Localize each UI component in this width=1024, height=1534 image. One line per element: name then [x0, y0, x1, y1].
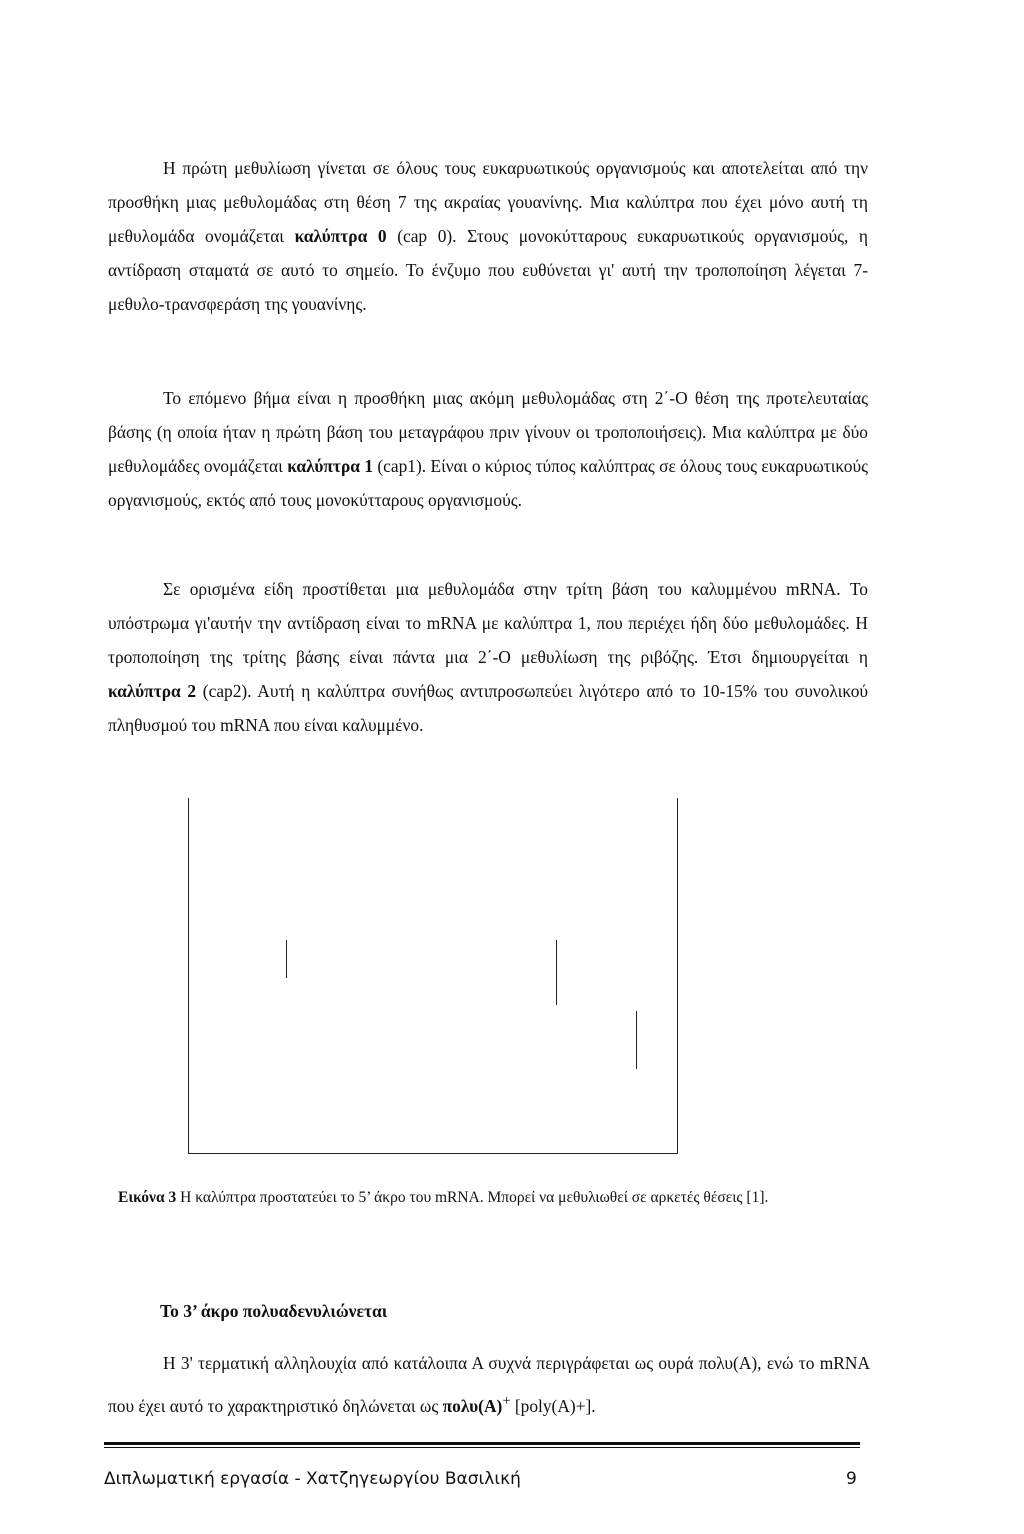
paragraph-text: Σε ορισμένα είδη προστίθεται μια μεθυλομάδα στην τρίτη βάση του καλυμμένου mRNA. Το υπόστρωμα γι'αυτήν την αντίδραση είναι το mRNA με καλύπτρα 1, που περιέχει ήδη δύο μεθυλομάδες. Η τροποποίηση της τρίτης βάσης είναι πάντα μια 2΄-O μεθυλίωση της ριβόζης. Έτσι δημιουργείται η [108, 579, 868, 667]
paragraph-text: Η 3' τερματική αλληλουχία από κατάλοιπα Α συχνά περιγράφεται ως ουρά πολυ(Α), ενώ το mRNA που έχει αυτό το χαρακτηριστικό δηλώνεται ως [108, 1353, 870, 1416]
paragraph-cap0 [108, 151, 868, 321]
term-cap2: καλύπτρα 2 [108, 681, 197, 701]
paragraph-polyA [108, 1344, 870, 1425]
paragraph-text: [poly(A)+]. [510, 1395, 596, 1416]
page-number: 9 [846, 1469, 857, 1489]
term-polyA: πολυ(Α) [442, 1395, 503, 1416]
figure-frame [188, 798, 678, 1154]
paragraph-text: Η πρώτη μεθυλίωση γίνεται σε όλους τους ευκαρυωτικούς οργανισμούς και αποτελείται από την προσθήκη μιας μεθυλομάδας στη θέση 7 της ακραίας γουανίνης. Μια καλύπτρα που έχει μόνο αυτή τη μεθυλομάδα ονομάζεται [108, 158, 868, 246]
paragraph-cap1 [108, 381, 868, 517]
caption-text: Η καλύπτρα προστατεύει το 5’ άκρο του mRNA. Μπορεί να μεθυλιωθεί σε αρκετές θέσεις [1]. [176, 1189, 769, 1206]
paragraph-text: (cap1). Είναι ο κύριος τύπος καλύπτρας σε όλους τους ευκαρυωτικούς οργανισμούς, εκτός από τους μονοκύτταρους οργανισμούς. [108, 456, 869, 510]
superscript-plus: + [502, 1393, 511, 1409]
paragraph-text: Το επόμενο βήμα είναι η προσθήκη μιας ακόμη μεθυλομάδας στη 2΄-O θέση της προτελευταίας βάσης (η οποία ήταν η πρώτη βάση του μεταγράφου πριν γίνουν οι τροποποιήσεις). Μια καλύπτρα με δύο μεθυλομάδες ονομάζεται [108, 388, 868, 476]
section-title: Το 3’ άκρο πολυαδενυλιώνεται [160, 1301, 388, 1321]
figure-line [286, 940, 287, 978]
caption-label: Εικόνα 3 [118, 1189, 177, 1206]
paragraph-text: (cap2). Αυτή η καλύπτρα συνήθως αντιπροσωπεύει λιγότερο από το 10-15% του συνολικού πληθυσμού του mRNA που είναι καλυμμένο. [108, 681, 869, 735]
footer-title: Διπλωματική εργασία - Χατζηγεωργίου Βασιλική [104, 1469, 521, 1489]
term-cap1: καλύπτρα 1 [287, 456, 374, 476]
footer-rule-thin [104, 1447, 860, 1448]
footer-rule-thick [104, 1442, 860, 1445]
paragraph-cap2 [108, 572, 868, 742]
figure-image-placeholder [188, 798, 678, 1155]
figure-line [556, 940, 557, 1005]
term-cap0: καλύπτρα 0 [294, 226, 387, 246]
figure-caption [118, 1183, 878, 1212]
paragraph-text: (cap 0). Στους μονοκύτταρους ευκαρυωτικούς οργανισμούς, η αντίδραση σταματά σε αυτό το σημείο. Το ένζυμο που ευθύνεται γι' αυτή την τροποποίηση λέγεται 7-μεθυλο-τρανσφεράση της γουανίνης. [108, 226, 869, 314]
figure-line [636, 1011, 637, 1069]
